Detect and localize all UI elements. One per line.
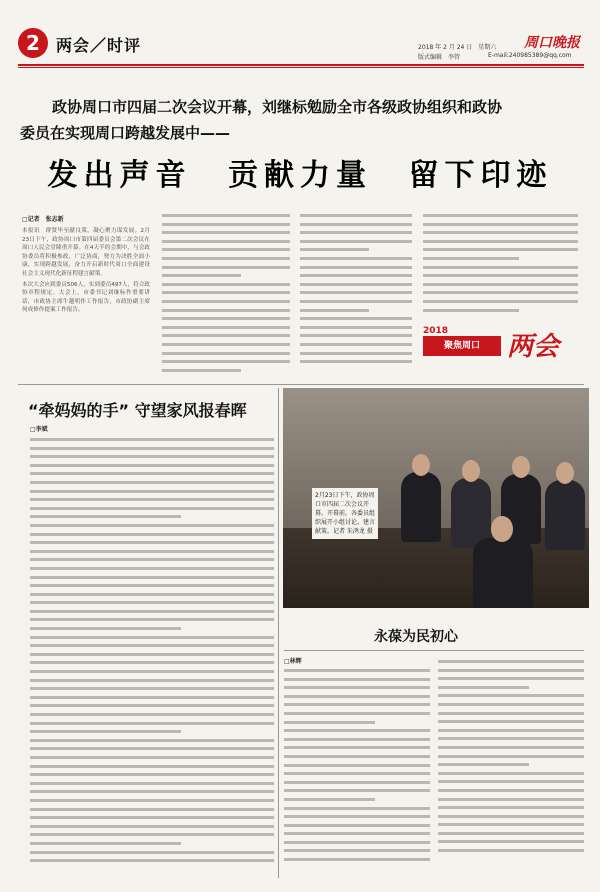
banner-box: 聚焦周口 [423, 336, 501, 356]
article1-column-4 [423, 214, 578, 322]
brand-logo: 周口晚报 [524, 35, 580, 51]
text-lines [162, 214, 290, 372]
article1-column-1 [22, 214, 150, 384]
text-lines [284, 669, 430, 861]
section-divider [18, 384, 584, 385]
article1-byline: □记者 张志新 [22, 216, 64, 223]
main-headline [0, 150, 600, 194]
article3-title: 永葆为民初心 [374, 629, 458, 645]
text-lines [300, 214, 412, 363]
article1-column-2 [162, 214, 290, 384]
article3-column-1 [284, 656, 430, 878]
issue-date: 2018 年 2 月 24 日 星期六 [418, 44, 497, 51]
article2-body [30, 438, 274, 878]
kicker-line-1: 政协周口市四届二次会议开幕，刘继标勉励全市各级政协组织和政协 [52, 98, 503, 116]
article3-rule [284, 650, 584, 651]
header-rule [18, 64, 584, 66]
editor-line: 版式编辑 李管 [418, 54, 461, 61]
article3-byline: □林辉 [284, 658, 302, 665]
article2-byline: □李斌 [30, 426, 48, 433]
header-rule-thin [18, 67, 584, 68]
banner-year: 2018 [423, 326, 449, 336]
headline-part-1: 发出声音 [47, 158, 192, 193]
text-lines [30, 438, 274, 862]
article1-column-3 [300, 214, 412, 379]
article3-column-2 [438, 660, 584, 878]
email-line: E-mail:240985389@qq.com [488, 52, 572, 59]
two-sessions-banner [423, 326, 578, 364]
column-divider [278, 388, 279, 878]
kicker-line-2: 委员在实现周口跨越发展中—— [20, 124, 231, 142]
text-lines [438, 660, 584, 852]
text-lines [423, 214, 578, 312]
headline-part-3: 留下印迹 [408, 158, 553, 193]
article2-byline-wrap [30, 424, 90, 434]
article1-para2: 本次大会应到委员506人，实到委员497人，符合政协章程规定。大会上，市委书记刘继标作重要讲话，市政协主席牛越明作工作报告，市政协副主席何成修作提案工作报告。 [22, 281, 150, 314]
section-name: 两会／时评 [56, 36, 142, 55]
section-number-badge: 2 [18, 28, 48, 58]
headline-part-2: 贡献力量 [228, 158, 372, 193]
article1-lead: 本报讯 群贤毕至献良策，凝心聚力谋发展。2月23日下午，政协周口市第四届委员会第二次会议在周口人民会堂隆重开幕。在4天半的会期中，与会政协委员将积极参政、广泛协商，努力为决胜全面小康，实现跨越发展，奋力开启新时代周口全面建设社会主义现代化新征程建言献策。 [22, 228, 150, 277]
banner-big-text: 两会 [507, 332, 560, 362]
photo-caption: 2月23日下午，政协周口市四届二次会议开幕。开幕前，各委员组织展开小组讨论，建言献策。记者 朱鸿龙 摄 [312, 488, 378, 539]
article2-title: “牵妈妈的手” 守望家风报春晖 [28, 401, 247, 420]
masthead [18, 28, 584, 68]
